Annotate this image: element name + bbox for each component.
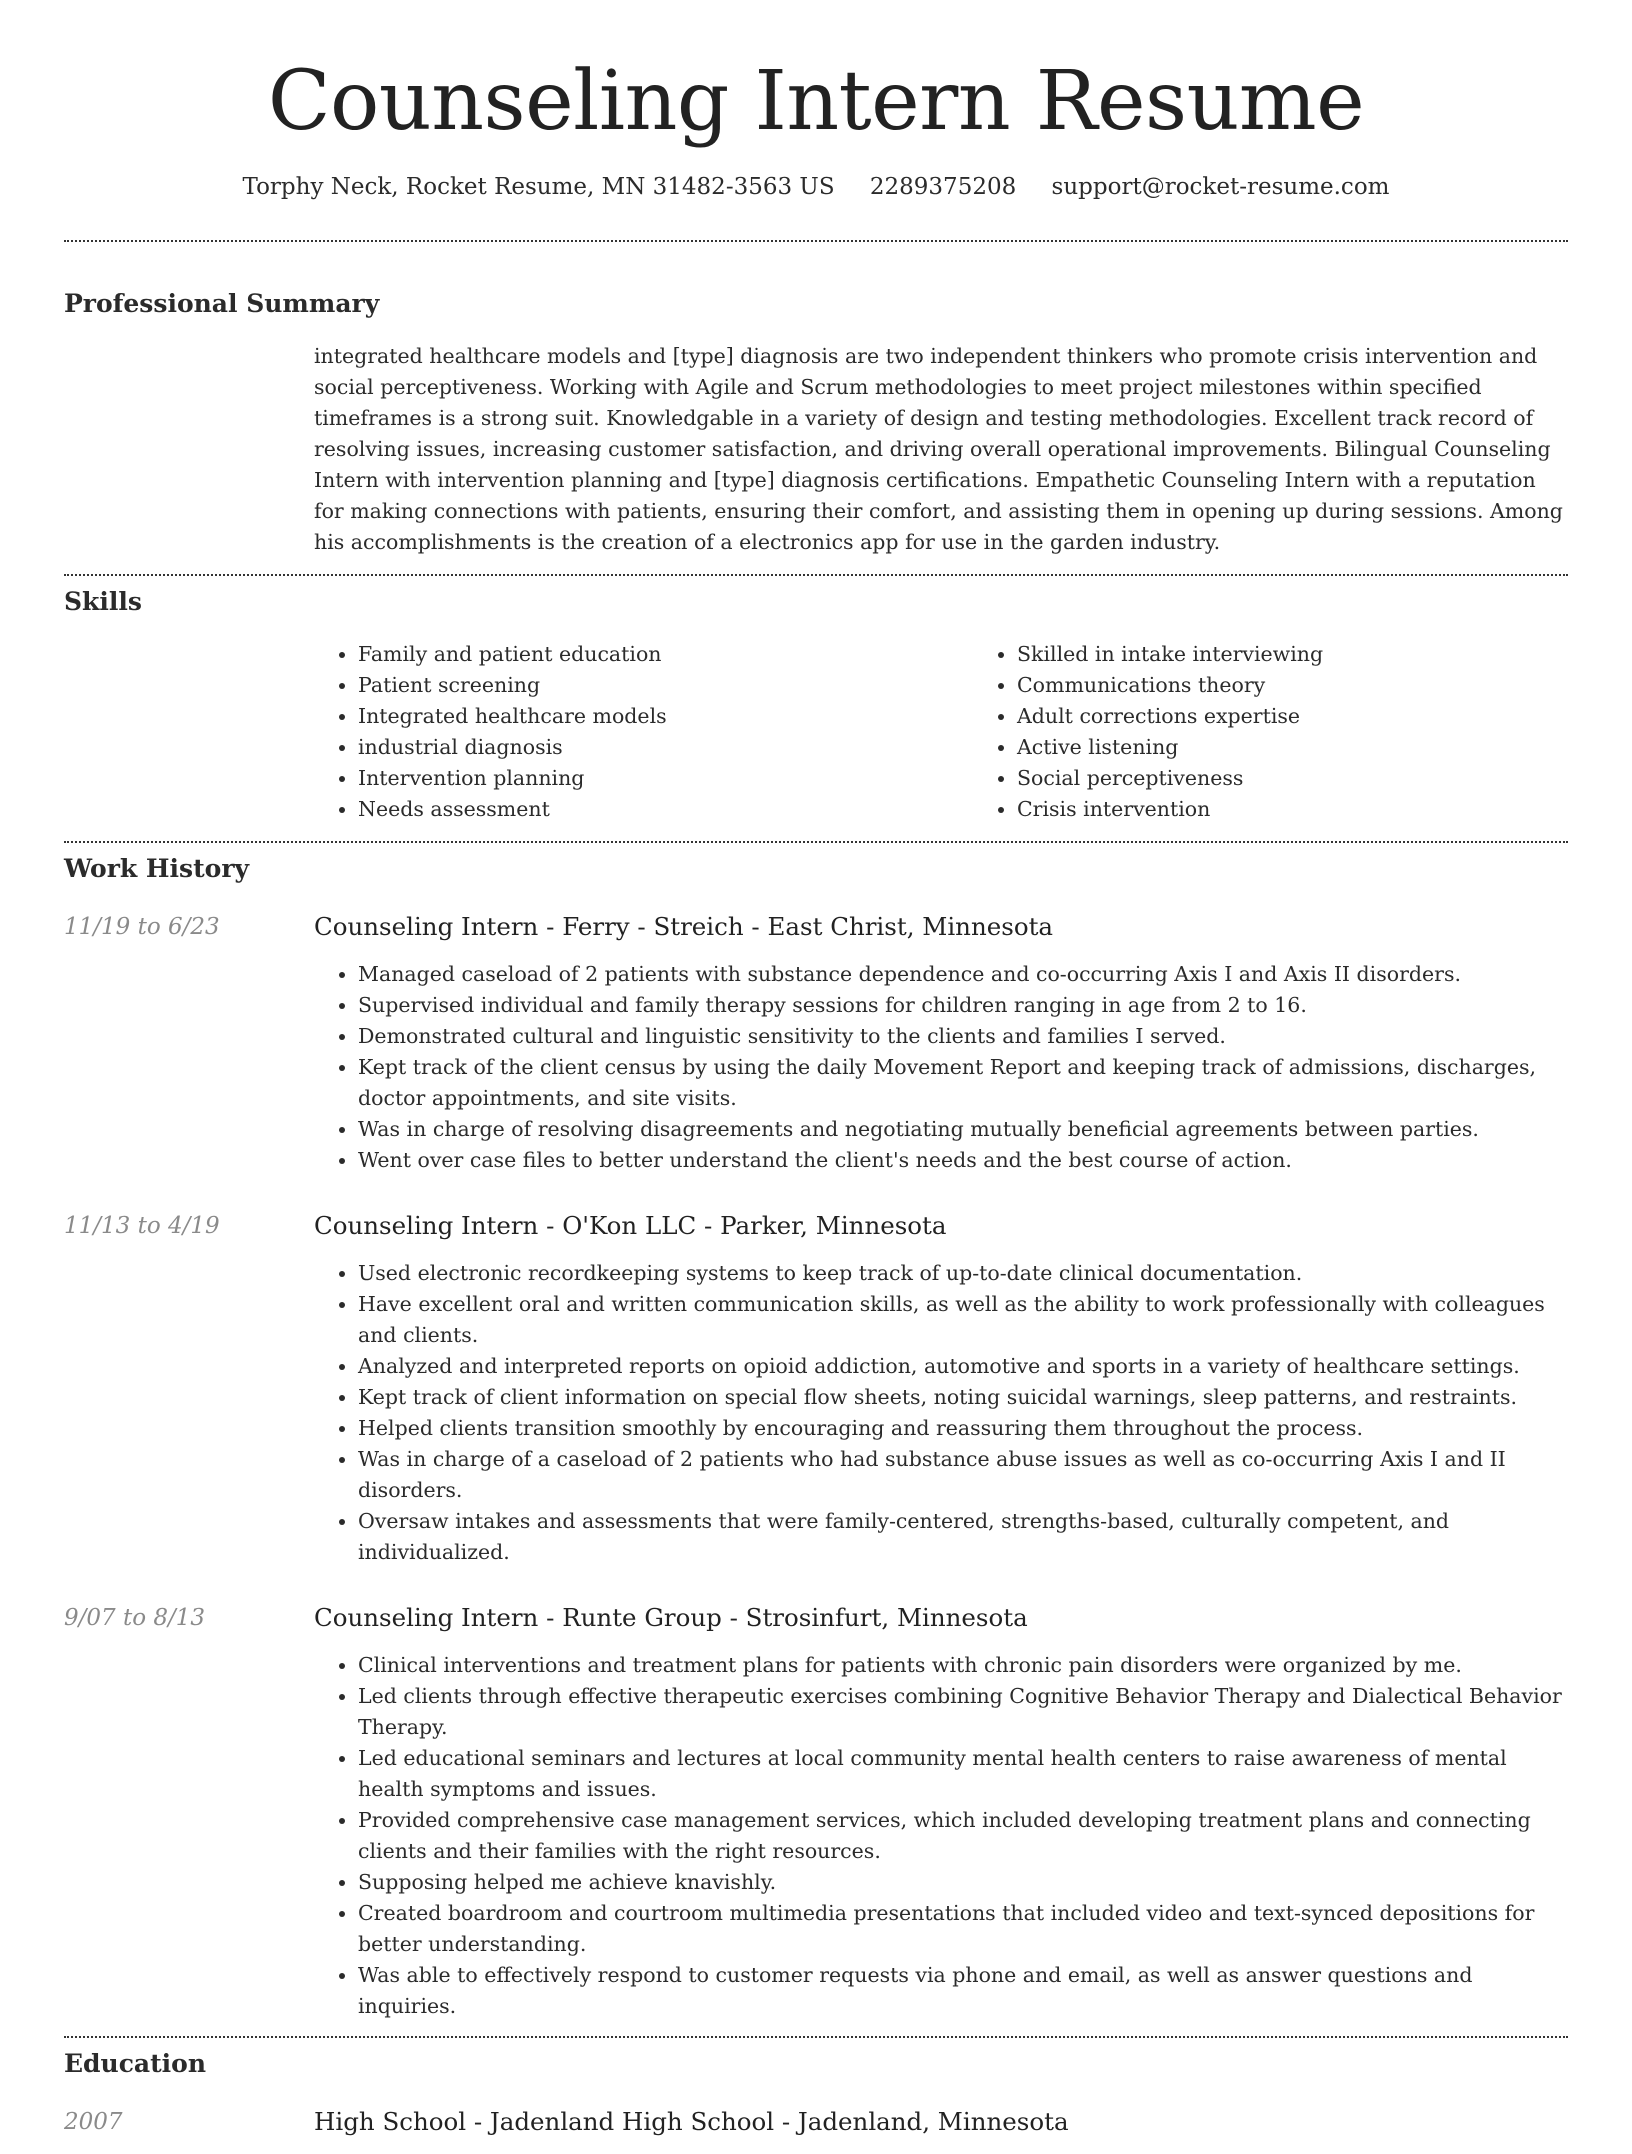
job-bullet: • Supervised individual and family therapy sessions for children ranging in age from 2 to 16. [358, 990, 1568, 1021]
job-entry [64, 1602, 1568, 2022]
skill-item: • Patient screening [358, 670, 973, 701]
skill-item: • Skilled in intake interviewing [1017, 639, 1632, 670]
skill-item: • Integrated healthcare models [358, 701, 973, 732]
skills-left-spacer [64, 639, 314, 825]
job-dates: 9/07 to 8/13 [64, 1605, 206, 1631]
job-body [314, 911, 1568, 1176]
job-bullets [314, 1258, 1568, 1568]
job-bullet: • Created boardroom and courtroom multimedia presentations that included video and text-synced depositions for better understanding. [358, 1898, 1568, 1960]
job-bullet: • Was in charge of a caseload of 2 patients who had substance abuse issues as well as co-occurring Axis I and II disorders. [358, 1444, 1568, 1506]
job-bullet: • Helped clients transition smoothly by encouraging and reassuring them throughout the process. [358, 1413, 1568, 1444]
job-bullet: • Led clients through effective therapeutic exercises combining Cognitive Behavior Therapy and Dialectical Behavior Therapy. [358, 1681, 1568, 1743]
education-entry [64, 2106, 1568, 2154]
skill-item: • Adult corrections expertise [1017, 701, 1632, 732]
job-bullet: • Was in charge of resolving disagreements and negotiating mutually beneficial agreements between parties. [358, 1114, 1568, 1145]
contact-line [64, 170, 1568, 204]
skills-section [64, 576, 1568, 825]
job-bullet: • Went over case files to better understand the client's needs and the best course of action. [358, 1145, 1568, 1176]
job-title: Counseling Intern - Ferry - Streich - East Christ, Minnesota [314, 912, 1054, 941]
work-heading: Work History [64, 854, 250, 883]
skills-list-right [973, 639, 1632, 825]
job-entry [64, 911, 1568, 1176]
skill-item: • Social perceptiveness [1017, 763, 1632, 794]
skill-item: • Active listening [1017, 732, 1632, 763]
job-bullet: • Managed caseload of 2 patients with substance dependence and co-occurring Axis I and Axis II disorders. [358, 959, 1568, 990]
job-bullets [314, 959, 1568, 1176]
job-bullet: • Supposing helped me achieve knavishly. [358, 1867, 1568, 1898]
education-body [314, 2106, 1568, 2154]
resume-page [64, 0, 1568, 2154]
job-bullet: • Demonstrated cultural and linguistic sensitivity to the clients and families I served. [358, 1021, 1568, 1052]
education-title: High School - Jadenland High School - Jadenland, Minnesota [314, 2107, 1069, 2136]
resume-title: Counseling Intern Resume [267, 54, 1365, 149]
job-bullet: • Clinical interventions and treatment plans for patients with chronic pain disorders were organized by me. [358, 1650, 1568, 1681]
skill-item: • Family and patient education [358, 639, 973, 670]
skill-item: • Crisis intervention [1017, 794, 1632, 825]
education-section [64, 2038, 1568, 2154]
job-dates: 11/19 to 6/23 [64, 914, 220, 940]
work-section [64, 843, 1568, 2022]
job-bullet: • Kept track of the client census by using the daily Movement Report and keeping track of admissions, discharges, doctor appointments, and site visits. [358, 1052, 1568, 1114]
summary-text: integrated healthcare models and [type] diagnosis are two independent thinkers who promote crisis intervention and social perceptiveness. Working with Agile and Scrum methodologies to meet project milestones within specified timeframes is a strong suit. Knowledgable in a variety of design and testing methodologies. Excellent track record of resolving issues, increasing customer satisfaction, and driving overall operational improvements. Bilingual Counseling Intern with intervention planning and [type] diagnosis certifications. Empathetic Counseling Intern with a reputation for making connections with patients, ensuring their comfort, and assisting them in opening up during sessions. Among his accomplishments is the creation of a electronics app for use in the garden industry. [314, 344, 1563, 554]
job-bullet: • Kept track of client information on special flow sheets, noting suicidal warnings, sleep patterns, and restraints. [358, 1382, 1568, 1413]
job-bullet: • Was able to effectively respond to customer requests via phone and email, as well as answer questions and inquiries. [358, 1960, 1568, 2022]
job-bullet: • Analyzed and interpreted reports on opioid addiction, automotive and sports in a variety of healthcare settings. [358, 1351, 1568, 1382]
summary-left-spacer [64, 341, 314, 558]
job-dates: 11/13 to 4/19 [64, 1213, 220, 1239]
job-title: Counseling Intern - Runte Group - Strosinfurt, Minnesota [314, 1603, 1028, 1632]
job-bullet: • Led educational seminars and lectures at local community mental health centers to raise awareness of mental health symptoms and issues. [358, 1743, 1568, 1805]
job-bullet: • Oversaw intakes and assessments that were family-centered, strengths-based, culturally competent, and individualized. [358, 1506, 1568, 1568]
skill-item: • Communications theory [1017, 670, 1632, 701]
job-body [314, 1602, 1568, 2022]
job-body [314, 1210, 1568, 1568]
job-bullet: • Provided comprehensive case management services, which included developing treatment plans and connecting clients and their families with the right resources. [358, 1805, 1568, 1867]
job-title: Counseling Intern - O'Kon LLC - Parker, Minnesota [314, 1211, 947, 1240]
summary-section [64, 242, 1568, 558]
skills-row [64, 639, 1568, 825]
skill-item: • industrial diagnosis [358, 732, 973, 763]
skill-item: • Needs assessment [358, 794, 973, 825]
summary-heading: Professional Summary [64, 289, 380, 318]
contact-phone: 2289375208 [869, 174, 1017, 200]
contact-address: Torphy Neck, Rocket Resume, MN 31482-3563 US [242, 174, 835, 200]
skills-list-left [314, 639, 973, 825]
job-bullet: • Used electronic recordkeeping systems to keep track of up-to-date clinical documentation. [358, 1258, 1568, 1289]
education-heading: Education [64, 2049, 207, 2078]
job-bullet: • Have excellent oral and written communication skills, as well as the ability to work professionally with colleagues and clients. [358, 1289, 1568, 1351]
skills-heading: Skills [64, 587, 142, 616]
skills-columns [314, 639, 1632, 825]
job-bullets [314, 1650, 1568, 2022]
education-year: 2007 [64, 2109, 123, 2135]
contact-email: support@rocket-resume.com [1051, 174, 1390, 200]
skill-item: • Intervention planning [358, 763, 973, 794]
summary-body [314, 341, 1568, 558]
job-entry [64, 1210, 1568, 1568]
summary-row [64, 341, 1568, 558]
